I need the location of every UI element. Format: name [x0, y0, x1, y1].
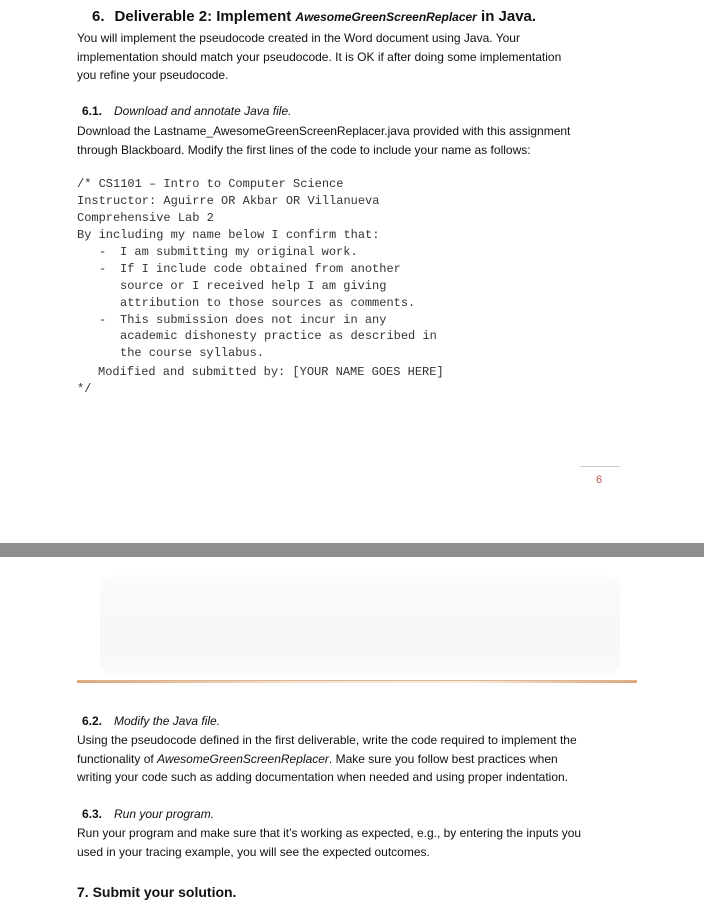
code-line: Comprehensive Lab 2 — [77, 211, 214, 225]
subsection-6-2-heading — [82, 714, 220, 728]
code-bullet-marker: - — [99, 313, 107, 327]
intro-line: implementation should match your pseudocode. It is OK if after doing some implementation — [77, 49, 562, 64]
blurred-header-region — [100, 575, 620, 675]
subsection-6-1-number: 6.1. — [82, 104, 103, 118]
code-line: /* CS1101 – Intro to Computer Science — [77, 177, 344, 191]
section-6-number: 6. — [92, 8, 105, 25]
subsection-6-1-heading — [82, 104, 291, 118]
intro-line: You will implement the pseudocode created in the Word document using Java. Your — [77, 31, 520, 45]
subsection-6-1-title: Download and annotate Java file. — [114, 104, 292, 118]
section-6-title-class: AwesomeGreenScreenReplacer — [295, 10, 477, 24]
subsection-6-2-body — [77, 731, 637, 787]
body-text: functionality of — [77, 751, 158, 766]
subsection-6-3-body — [77, 824, 637, 861]
body-line: used in your tracing example, you will see the expected outcomes. — [77, 844, 430, 859]
page-break-divider — [0, 543, 704, 557]
intro-line: you refine your pseudocode. — [77, 68, 229, 82]
code-line: source or I received help I am giving — [120, 279, 387, 293]
code-line: This submission does not incur in any — [120, 313, 387, 327]
code-line: I am submitting my original work. — [120, 245, 358, 259]
code-line: attribution to those sources as comments. — [120, 296, 416, 310]
subsection-6-2-title: Modify the Java file. — [114, 714, 221, 728]
code-bullet-marker: - — [99, 245, 107, 259]
body-line: writing your code such as adding documentation when needed and using proper indentation. — [77, 770, 569, 784]
section-6-title-suffix: in Java. — [476, 8, 537, 25]
code-line: academic dishonesty practice as described in — [120, 329, 437, 343]
page-number: 6 — [596, 474, 603, 486]
subsection-6-2-number: 6.2. — [82, 714, 103, 728]
body-line: Using the pseudocode defined in the first deliverable, write the code required to implement the — [77, 733, 577, 747]
subsection-6-3-number: 6.3. — [82, 807, 103, 821]
section-6-intro — [77, 29, 637, 85]
class-name: AwesomeGreenScreenReplacer — [157, 751, 329, 766]
code-bullet-marker: - — [99, 262, 107, 276]
code-line: Instructor: Aguirre OR Akbar OR Villanueva — [77, 194, 380, 208]
body-line: Download the Lastname_AwesomeGreenScreenReplacer.java provided with this assignment — [77, 124, 571, 138]
body-line: through Blackboard. Modify the first lines of the code to include your name as follows: — [77, 142, 531, 157]
section-7-heading: 7. Submit your solution. — [77, 884, 237, 900]
code-line: By including my name below I confirm that: — [77, 228, 380, 242]
body-line: Run your program and make sure that it’s working as expected, e.g., by entering the inputs you — [77, 826, 582, 840]
subsection-6-3-title: Run your program. — [114, 807, 215, 821]
header-accent-line — [77, 680, 637, 683]
body-line — [77, 750, 637, 769]
section-6-heading — [92, 8, 536, 25]
code-line: the course syllabus. — [120, 346, 265, 360]
subsection-6-3-heading — [82, 807, 214, 821]
code-line: Modified and submitted by: [YOUR NAME GOES HERE] — [98, 365, 444, 379]
code-line: */ — [77, 382, 92, 396]
footer-rule — [580, 466, 620, 467]
body-text: . Make sure you follow best practices when — [328, 751, 558, 766]
code-line: If I include code obtained from another — [120, 262, 401, 276]
section-6-title-prefix: Deliverable 2: Implement — [114, 8, 296, 25]
subsection-6-1-body — [77, 122, 637, 159]
